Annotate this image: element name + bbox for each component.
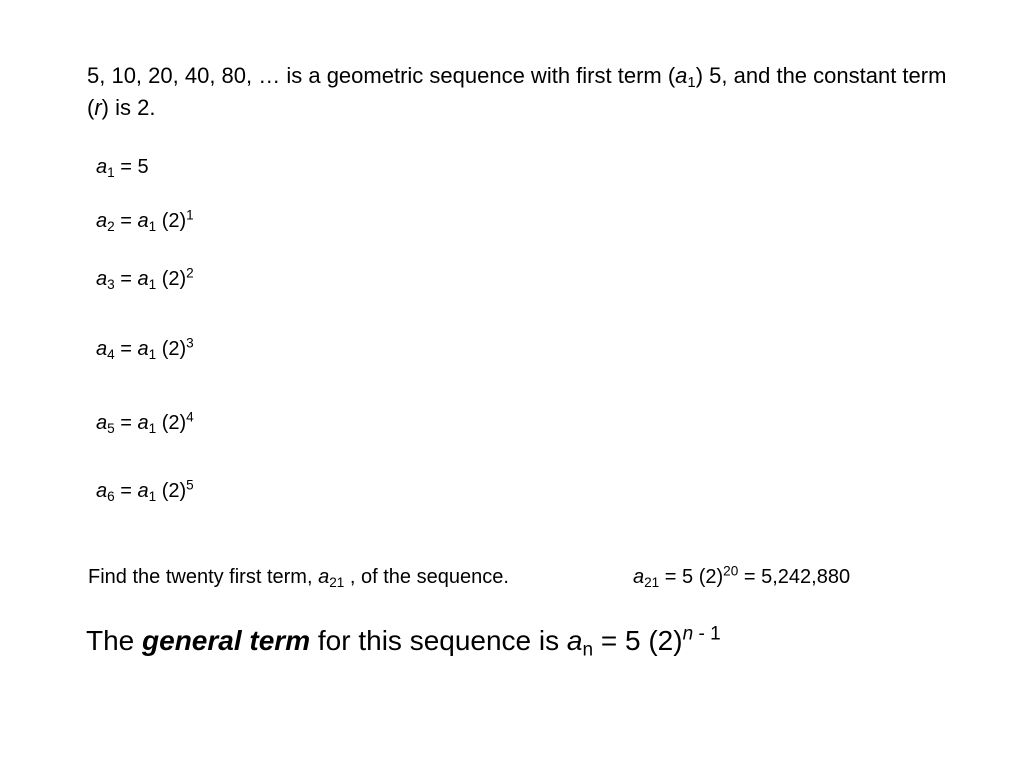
general-exp-var: n (682, 623, 694, 645)
term-eq: = (114, 412, 138, 434)
term-eq: = (114, 480, 138, 502)
term-line-4 (96, 336, 194, 362)
term-sub: 4 (107, 346, 115, 362)
term-exp: 5 (186, 477, 194, 493)
term-exp: 1 (186, 207, 194, 223)
intro-paragraph (87, 60, 957, 124)
term-var: a (96, 338, 108, 360)
general-exp-rest: - 1 (693, 623, 721, 645)
term-sub: 6 (107, 488, 115, 504)
term-rhs: = 5 (114, 156, 149, 178)
intro-text-1: 5, 10, 20, 40, 80, … is a geometric sequence with first term ( (87, 63, 676, 88)
term-a1-sub: 1 (148, 488, 157, 504)
term-eq: = (114, 268, 138, 290)
term-var: a (96, 210, 108, 232)
find-sub: 21 (329, 574, 345, 590)
answer-eq: = 5 (2) (659, 566, 724, 588)
general-text-1: The (86, 625, 143, 656)
general-term-statement (86, 621, 721, 661)
term-a1-sub: 1 (148, 346, 157, 362)
general-sub: n (582, 639, 594, 661)
term-sub: 2 (107, 218, 115, 234)
general-exp (683, 624, 721, 645)
term-a1-var: a (137, 268, 149, 290)
term-line-1 (96, 154, 149, 180)
term-base: (2) (156, 268, 187, 290)
general-text-2: for this sequence is (310, 625, 567, 656)
term-var: a (96, 412, 108, 434)
term-base: (2) (156, 480, 187, 502)
term-sub: 3 (107, 276, 115, 292)
find-text-1: Find the twenty first term, (88, 566, 319, 588)
term-line-3 (96, 266, 194, 292)
general-eq: = 5 (2) (593, 625, 683, 656)
term-a1-sub: 1 (148, 218, 157, 234)
answer-var: a (633, 566, 645, 588)
term-line-6 (96, 478, 194, 504)
answer-exp: 20 (723, 563, 739, 579)
term-exp: 2 (186, 265, 194, 281)
term-base: (2) (156, 338, 187, 360)
term-a1-sub: 1 (148, 276, 157, 292)
answer-sub: 21 (644, 574, 660, 590)
find-var: a (318, 566, 330, 588)
term-line-2 (96, 208, 194, 234)
find-question (88, 563, 509, 591)
intro-text-2: ) 5, and the constant term ( (87, 63, 947, 120)
term-a1-var: a (137, 480, 149, 502)
intro-a-var: a (675, 63, 688, 88)
term-var: a (96, 480, 108, 502)
term-exp: 3 (186, 335, 194, 351)
term-line-5 (96, 410, 194, 436)
general-var: a (566, 625, 583, 656)
term-base: (2) (156, 210, 187, 232)
term-sub: 1 (107, 164, 115, 180)
term-a1-var: a (137, 210, 149, 232)
term-eq: = (114, 210, 138, 232)
term-sub: 5 (107, 420, 115, 436)
find-answer (633, 563, 850, 591)
term-var: a (96, 268, 108, 290)
term-eq: = (114, 338, 138, 360)
find-text-2: , of the sequence. (344, 566, 509, 588)
intro-text-3: ) is 2. (101, 95, 156, 120)
term-a1-var: a (137, 412, 149, 434)
term-var: a (96, 156, 108, 178)
answer-result: = 5,242,880 (738, 566, 851, 588)
term-a1-sub: 1 (148, 420, 157, 436)
intro-r-var: r (94, 95, 102, 120)
term-exp: 4 (186, 409, 194, 425)
term-a1-var: a (137, 338, 149, 360)
term-base: (2) (156, 412, 187, 434)
intro-a-sub: 1 (687, 74, 696, 92)
general-bold-phrase: general term (142, 625, 311, 656)
